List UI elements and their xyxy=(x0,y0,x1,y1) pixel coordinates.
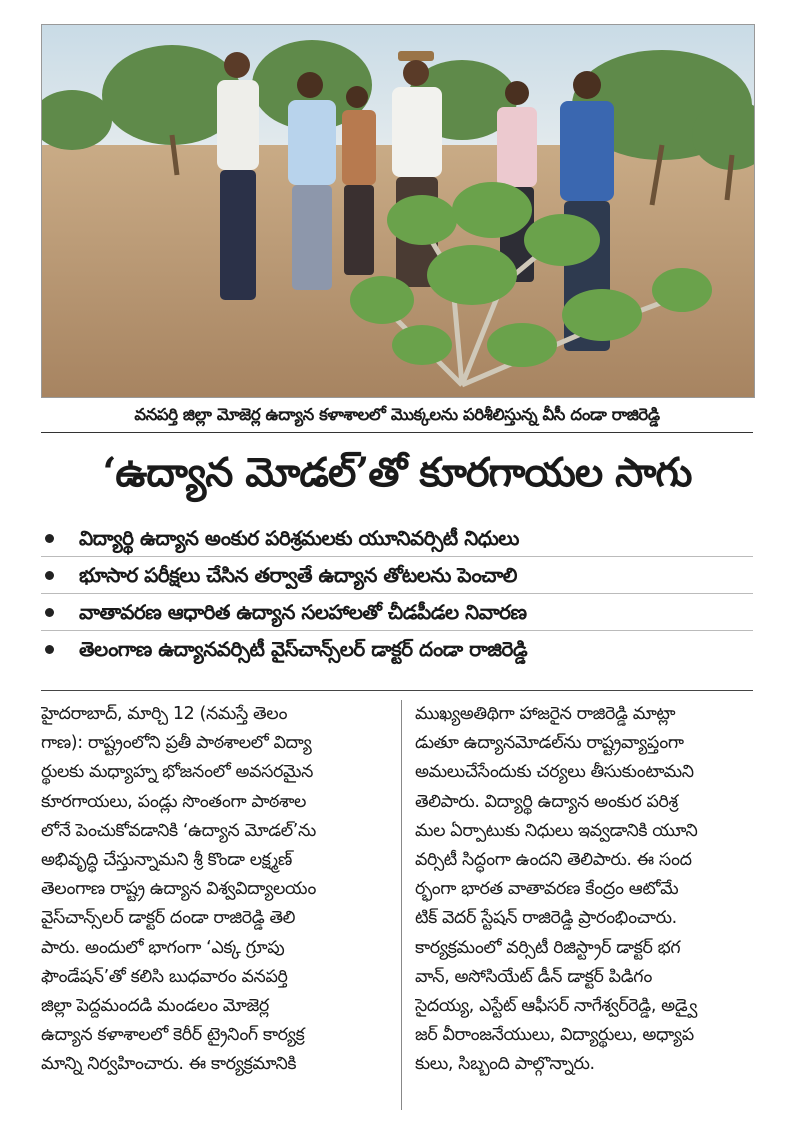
text-line: కులు, సిబ్బంది పాల్గొన్నారు. xyxy=(415,1054,595,1075)
bullet-dot-icon xyxy=(45,645,54,654)
text-line: డుతూ ఉద్యానమోడల్‌ను రాష్ట్రవ్యాప్తంగా xyxy=(415,733,684,754)
column-divider xyxy=(401,700,402,1110)
text-line: వైస్‌చాన్స్‌లర్ డాక్టర్ దండా రాజిరెడ్డి తెలి xyxy=(41,908,296,929)
text-line: ఉద్యాన కళాశాలలో కెరీర్ ట్రైనింగ్ కార్యక్ర xyxy=(41,1025,305,1046)
bullet-dot-icon xyxy=(45,571,54,580)
orchard-photo-illustration xyxy=(42,25,754,397)
text-line: గాణ): రాష్ట్రంలోని ప్రతీ పాఠశాలలో విద్యా xyxy=(41,733,312,754)
bullet-item: వాతావరణ ఆధారిత ఉద్యాన సలహాలతో చీడపీడల నివారణ xyxy=(41,594,753,631)
section-divider xyxy=(41,690,753,691)
text-line: ఫౌండేషన్’తో కలిసి బుధవారం వనపర్తి xyxy=(41,966,288,987)
text-line: అమలుచేసేందుకు చర్యలు తీసుకుంటామని xyxy=(415,762,694,783)
text-line: లోనే పెంచుకోవడానికి ‘ఉద్యాన మోడల్’ను xyxy=(41,820,316,841)
text-line: మల ఏర్పాటుకు నిధులు ఇవ్వడానికి యూని xyxy=(415,820,698,841)
text-line: ర్భంగా భారత వాతావరణ కేంద్రం ఆటోమే xyxy=(415,879,679,900)
text-line: కార్యక్రమంలో వర్సిటీ రిజిస్ట్రార్ డాక్టర్ భగ xyxy=(415,937,681,958)
bullet-item: విద్యార్థి ఉద్యాన అంకుర పరిశ్రమలకు యూనివర్సిటీ నిధులు xyxy=(41,520,753,557)
highlight-bullets xyxy=(41,520,753,667)
article-column-right xyxy=(415,700,753,1079)
text-line: హైదరాబాద్, మార్చి 12 (నమస్తే తెలం xyxy=(41,704,288,724)
headline: ‘ఉద్యాన మోడల్’తో కూరగాయల సాగు xyxy=(102,449,692,496)
text-line: పారు. అందులో భాగంగా ‘ఎక్క గ్రూపు xyxy=(41,937,285,958)
text-line: వర్సిటీ సిద్ధంగా ఉందని తెలిపారు. ఈ సంద xyxy=(415,849,692,870)
text-line: వాన్, అసోసియేట్ డీన్ డాక్టర్ పిడిగం xyxy=(415,966,652,987)
bullet-dot-icon xyxy=(45,608,54,617)
text-line: సైదయ్య, ఎస్టేట్ ఆఫీసర్ నాగేశ్వర్‌రెడ్డి, అడ్వై xyxy=(415,995,698,1016)
bullet-item: భూసార పరీక్షలు చేసిన తర్వాతే ఉద్యాన తోటలను పెంచాలి xyxy=(41,557,753,594)
text-line: టిక్ వెదర్ స్టేషన్ రాజిరెడ్డి ప్రారంభించారు. xyxy=(415,908,677,929)
article-column-left xyxy=(41,700,379,1079)
text-line: మాన్ని నిర్వహించారు. ఈ కార్యక్రమానికి xyxy=(41,1054,297,1075)
text-line: జిల్లా పెద్దమందడి మండలం మోజెర్ల xyxy=(41,995,269,1016)
text-line: కూరగాయలు, పండ్లు సొంతంగా పాఠశాల xyxy=(41,791,307,812)
text-line: తెలిపారు. విద్యార్థి ఉద్యాన అంకుర పరిశ్ర xyxy=(415,791,678,812)
text-line: తెలంగాణ రాష్ట్ర ఉద్యాన విశ్వవిద్యాలయం xyxy=(41,879,316,900)
bullet-dot-icon xyxy=(45,534,54,543)
text-line: అభివృద్ధి చేస్తున్నామని శ్రీ కొండా లక్ష్మణ్ xyxy=(41,849,292,870)
bullet-item: తెలంగాణ ఉద్యానవర్సిటీ వైస్‌చాన్స్‌లర్ డాక్టర్ దండా రాజిరెడ్డి xyxy=(41,631,753,667)
news-photo xyxy=(41,24,755,398)
text-line: ర్థులకు మధ్యాహ్న భోజనంలో అవసరమైన xyxy=(41,762,313,783)
text-line: జర్ వీరాంజనేయులు, విద్యార్థులు, అధ్యాప xyxy=(415,1025,694,1046)
photo-caption: వనపర్తి జిల్లా మోజెర్ల ఉద్యాన కళాశాలలో మొక్కలను పరిశీలిస్తున్న వీసీ దండా రాజిరెడ్డి xyxy=(41,398,753,433)
text-line: ముఖ్యఅతిథిగా హాజరైన రాజిరెడ్డి మాట్లా xyxy=(415,704,676,724)
